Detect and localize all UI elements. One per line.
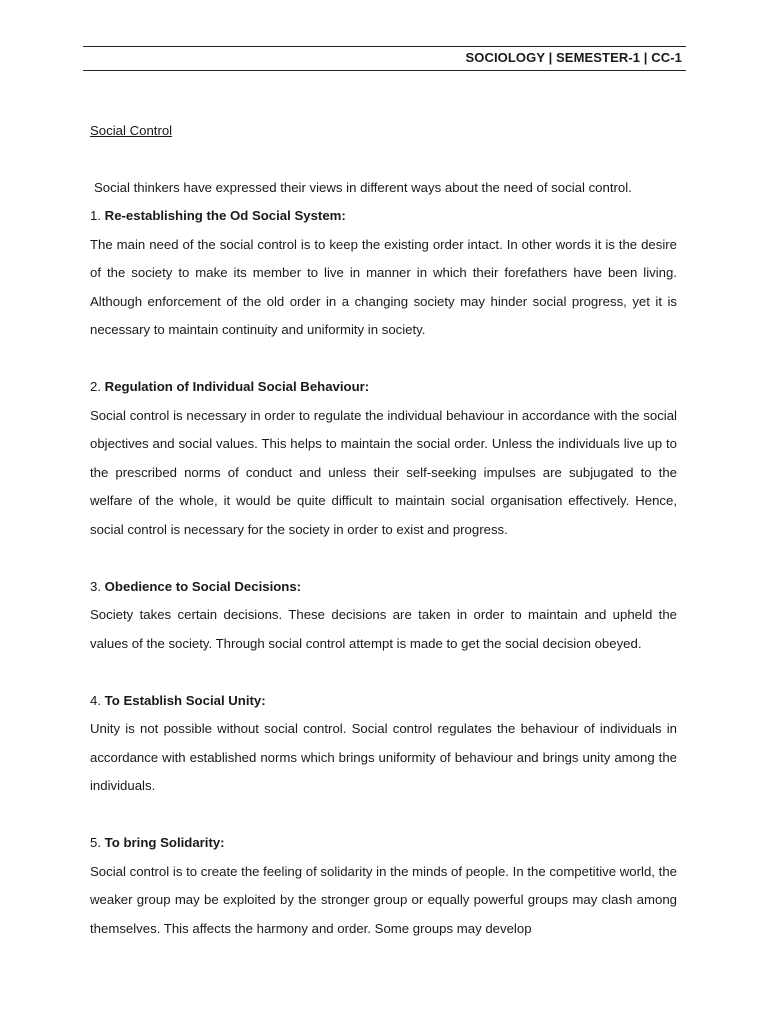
section-body-2: Social control is necessary in order to regulate the individual behaviour in accordance with the social objectives and social values. This helps to maintain the social order. Unless the individuals live up to the prescribed norms of conduct and unless their self-seeking impulses are subjugated to the welfare of the whole, it would be quite difficult to maintain social organisation effectively. Hence, social control is necessary for the society in order to exist and progress. <box>90 407 677 537</box>
document-title: Social Control <box>90 123 173 138</box>
header-top-rule <box>83 46 686 47</box>
section-heading-text: Obedience to Social Decisions: <box>104 578 302 594</box>
spacer <box>90 544 677 573</box>
document-body <box>90 117 677 943</box>
section-number: 3. <box>90 578 101 594</box>
section-heading-text: Regulation of Individual Social Behaviour: <box>104 379 370 394</box>
section-number: 1. <box>90 208 101 223</box>
section-number: 5. <box>90 835 101 850</box>
section-body-3: Society takes certain decisions. These decisions are taken in order to maintain and upheld the values of the society. Through social control attempt is made to get the social decision obeyed. <box>90 607 677 651</box>
section-number: 4. <box>90 692 101 708</box>
spacer <box>90 146 677 174</box>
spacer <box>90 345 677 374</box>
spacer <box>90 658 677 687</box>
section-body-4: Unity is not possible without social control. Social control regulates the behaviour of individuals in accordance with established norms which brings uniformity of behaviour and brings unity among the individuals. <box>90 721 677 793</box>
section-heading-text: Re-establishing the Od Social System: <box>104 208 346 223</box>
section-heading-5 <box>90 829 677 858</box>
section-heading-1 <box>90 202 677 231</box>
section-heading-text: To bring Solidarity: <box>104 835 225 850</box>
section-heading-3 <box>90 573 677 602</box>
header-bottom-rule <box>83 70 686 71</box>
section-heading-text: To Establish Social Unity: <box>104 692 266 708</box>
section-body-5: Social control is to create the feeling of solidarity in the minds of people. In the competitive world, the weaker group may be exploited by the stronger group or equally powerful groups may clash among themselves. This affects the harmony and order. Some groups may develop <box>90 863 677 936</box>
intro-paragraph: Social thinkers have expressed their views in different ways about the need of social control. <box>94 179 632 195</box>
section-heading-4 <box>90 687 677 716</box>
section-heading-2 <box>90 373 677 402</box>
spacer <box>90 801 677 830</box>
section-body-1: The main need of the social control is to keep the existing order intact. In other words it is the desire of the society to make its member to live in manner in which their forefathers have been living. Although enforcement of the old order in a changing society may hinder social progress, yet it is necessary to maintain continuity and uniformity in society. <box>90 236 677 337</box>
section-number: 2. <box>90 379 101 394</box>
running-header: SOCIOLOGY | SEMESTER-1 | CC-1 <box>465 50 682 65</box>
